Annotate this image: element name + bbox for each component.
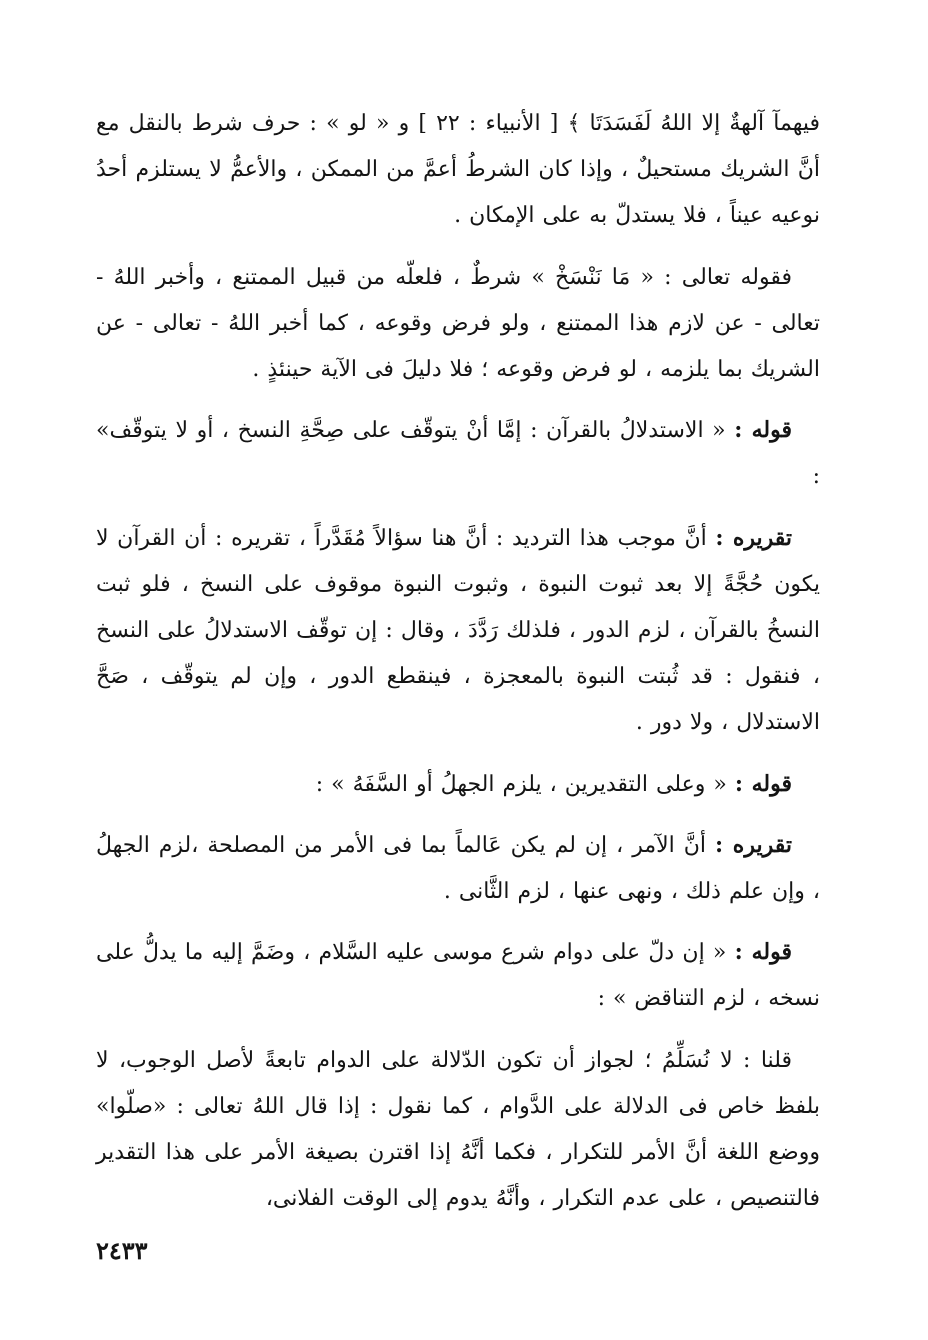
paragraph-8: [96, 1037, 820, 1223]
paragraph-text: قلنا : لا نُسَلِّمُ ؛ لجواز أن تكون الدّلالة على الدوام تابعةً لأصل الوجوب، لا بلفظ خاص فى الدلالة على الدَّوام ، كما نقول : إذا قال اللهُ تعالى : «صلّوا» ووضع اللغة أنَّ الأمر للتكرار ، فكما أنَّهُ إذا اقترن بصيغة الأمر على هذا التقدير فالتنصيص ، على عدم التكرار ، وأنَّهُ يدوم إلى الوقت الفلانى،: [96, 1047, 820, 1212]
main-text-block: [96, 100, 820, 1236]
paragraph-5: [96, 761, 820, 808]
paragraph-text: « الاستدلالُ بالقرآن : إمَّا أنْ يتوقّف على صِحَّةِ النسخ ، أو لا يتوقّف» :: [96, 418, 820, 490]
paragraph-text: أنَّ موجب هذا الترديد : أنَّ هنا سؤالاً مُقَدَّراً ، تقريره : أن القرآن لا يكون حُجَّةً إلا بعد ثبوت النبوة ، وثبوت النبوة موقوف على النسخ ، فلو ثبت النسخُ بالقرآن ، لزم الدور ، فلذلك رَدَّدَ ، وقال : إن توقّف الاستدلالُ على النسخ ، فنقول : قد ثُبتت النبوة بالمعجزة ، فينقطع الدور ، وإن لم يتوقّف ، صَحَّ الاستدلال ، ولا دور .: [96, 525, 820, 736]
paragraph-1: [96, 100, 820, 240]
paragraph-lead: قوله :: [734, 939, 792, 966]
paragraph-4: [96, 515, 820, 747]
paragraph-lead: قوله :: [734, 770, 792, 797]
paragraph-text: فيهمآ آلهةٌ إلا اللهُ لَفَسَدَتَا ﴾ [ الأنبياء : ٢٢ ] و « لو » : حرف شرط بالنقل مع أنَّ الشريك مستحيلٌ ، وإذا كان الشرطُ أعمَّ من الممكن ، والأعمُّ لا يستلزم أحدُ نوعيه عيناً ، فلا يستدلّ به على الإمكان .: [96, 111, 820, 229]
page-number: ٢٤٣٣: [96, 1236, 148, 1265]
paragraph-text: « إن دلّ على دوام شرع موسى عليه السَّلام ، وضَمَّ إليه ما يدلُّ على نسخه ، لزم التناقض » :: [96, 940, 820, 1012]
paragraph-3: [96, 407, 820, 500]
paragraph-text: فقوله تعالى : « مَا نَنْسَخْ » شرطٌ ، فلعلّه من قبيل الممتنع ، وأخبر اللهُ - تعالى - عن لازم هذا الممتنع ، ولو فرض وقوعه ، كما أخبر اللهُ - تعالى - عن الشريك بما يلزمه ، لو فرض وقوعه ؛ فلا دليلَ فى الآية حينئذٍ .: [96, 264, 820, 383]
paragraph-text: أنَّ الآمر ، إن لم يكن عَالماً بما فى الأمر من المصلحة ،لزم الجهلُ ، وإن علم ذلك ، ونهى عنها ، لزم الثَّانى .: [96, 832, 820, 905]
paragraph-lead: تقريره :: [715, 831, 792, 858]
paragraph-6: [96, 822, 820, 915]
paragraph-lead: تقريره :: [715, 524, 792, 551]
paragraph-text: « وعلى التقديرين ، يلزم الجهلُ أو السَّفَهُ » :: [315, 771, 727, 797]
paragraph-2: [96, 254, 820, 394]
paragraph-lead: قوله :: [734, 417, 792, 444]
paragraph-7: [96, 929, 820, 1022]
